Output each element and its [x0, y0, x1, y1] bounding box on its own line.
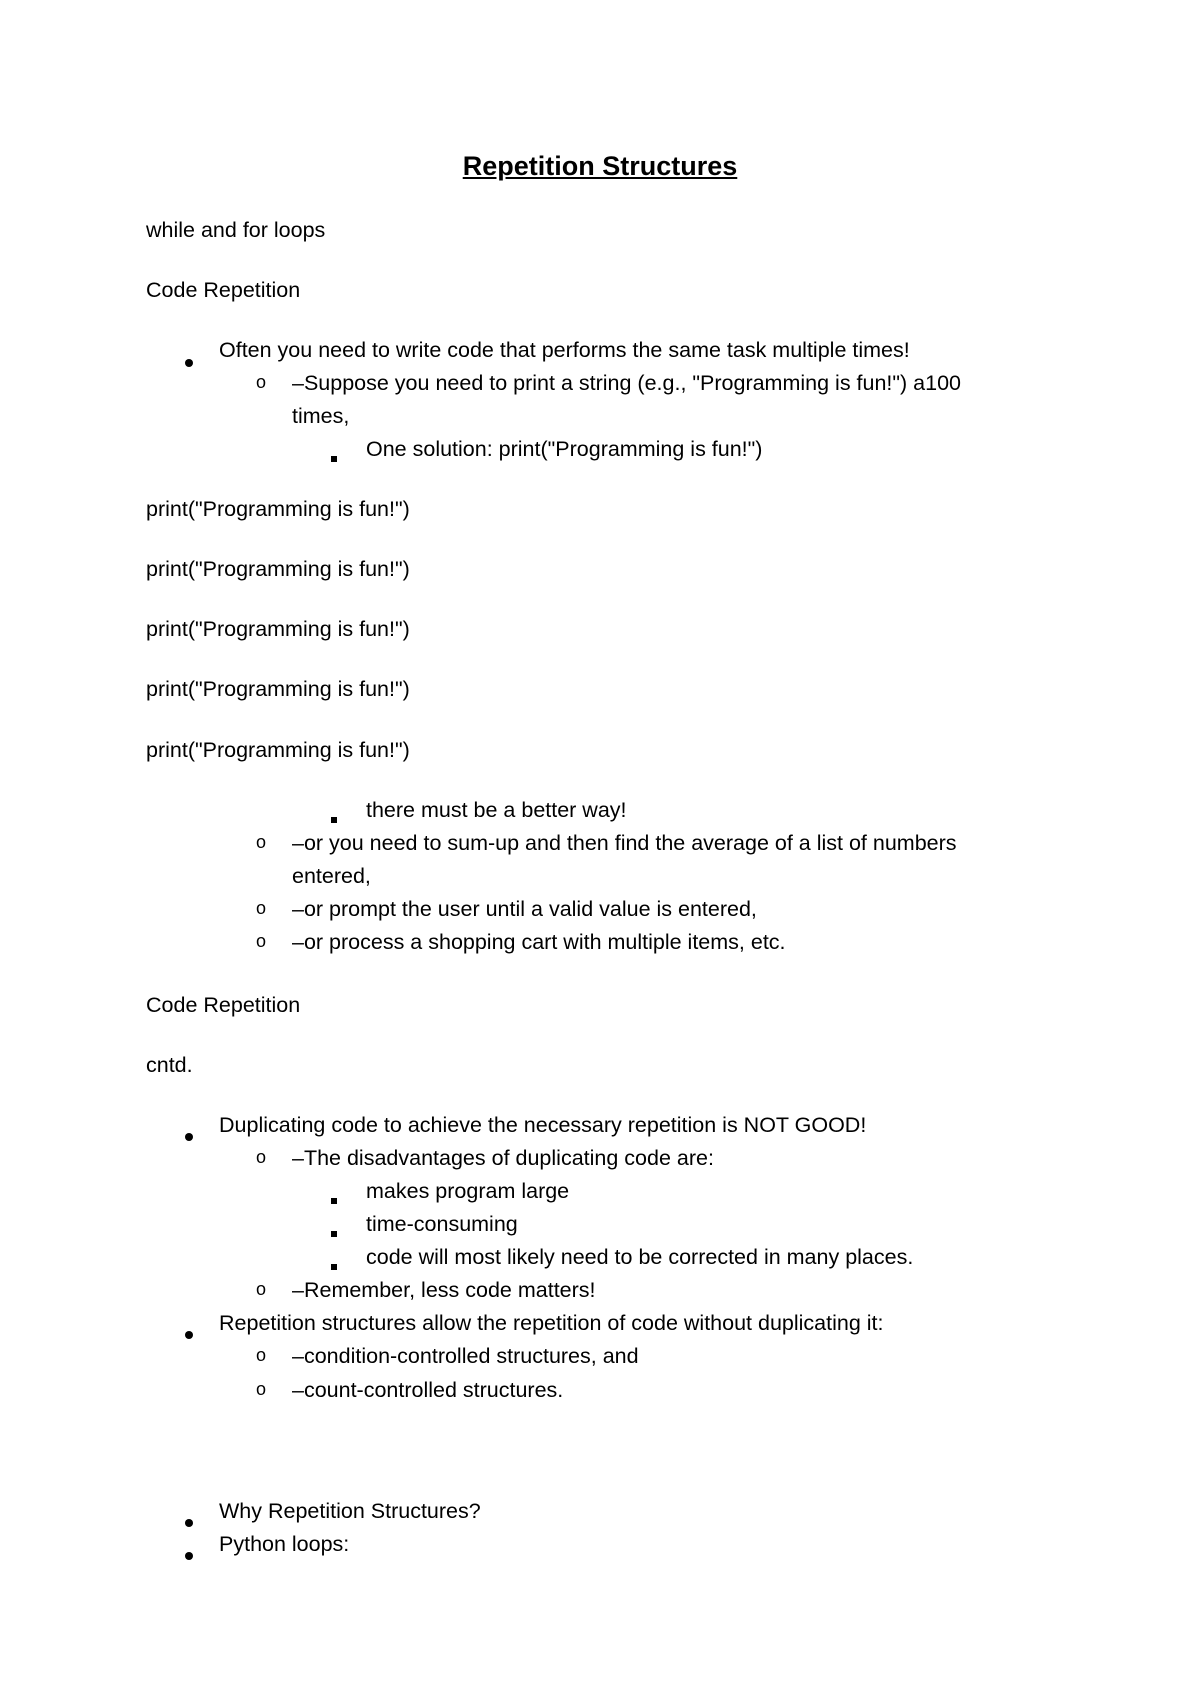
sub-sub-bullet-square-icon — [331, 1251, 337, 1277]
sub-bullet-circle-icon: o — [256, 1345, 267, 1365]
sub-sub-bullet-text: there must be a better way! — [366, 798, 627, 822]
code-line: print("Programming is fun!") — [146, 738, 410, 762]
sub-bullet-circle-icon: o — [256, 372, 267, 392]
sub-bullet-circle-icon: o — [256, 898, 267, 918]
sub-bullet-text: –or prompt the user until a valid value is entered, — [292, 897, 757, 921]
sub-sub-bullet-square-icon — [331, 443, 337, 469]
sub-sub-bullet-text: makes program large — [366, 1179, 570, 1203]
sub-sub-bullet-text: One solution: print("Programming is fun!") — [366, 437, 763, 461]
section-heading: Code Repetition — [146, 278, 301, 302]
code-line: print("Programming is fun!") — [146, 497, 410, 521]
bullet-text: Duplicating code to achieve the necessary repetition is NOT GOOD! — [219, 1113, 867, 1137]
sub-bullet-circle-icon: o — [256, 1147, 267, 1167]
sub-sub-bullet-text: code will most likely need to be corrected in many places. — [366, 1245, 914, 1269]
sub-sub-bullet-square-icon — [331, 804, 337, 830]
bullet-text: Python loops: — [219, 1532, 350, 1556]
section-subheading: cntd. — [146, 1053, 193, 1077]
sub-bullet-text-continued: entered, — [292, 864, 371, 888]
code-line: print("Programming is fun!") — [146, 617, 410, 641]
sub-bullet-text-continued: times, — [292, 404, 350, 428]
bullet-text: Often you need to write code that performs the same task multiple times! — [219, 338, 910, 362]
bullet-dot-icon — [185, 1541, 193, 1567]
sub-sub-bullet-square-icon — [331, 1218, 337, 1244]
code-line: print("Programming is fun!") — [146, 677, 410, 701]
sub-bullet-circle-icon: o — [256, 832, 267, 852]
sub-bullet-text: –Remember, less code matters! — [292, 1278, 596, 1302]
subtitle: while and for loops — [146, 218, 326, 242]
bullet-dot-icon — [185, 1122, 193, 1148]
sub-bullet-text: –condition-controlled structures, and — [292, 1344, 639, 1368]
section-heading: Code Repetition — [146, 993, 301, 1017]
sub-sub-bullet-square-icon — [331, 1185, 337, 1211]
sub-bullet-text: –Suppose you need to print a string (e.g., "Programming is fun!") a100 — [292, 371, 961, 395]
bullet-dot-icon — [185, 1508, 193, 1534]
sub-bullet-text: –count-controlled structures. — [292, 1378, 564, 1402]
sub-sub-bullet-text: time-consuming — [366, 1212, 518, 1236]
sub-bullet-text: –or you need to sum-up and then find the average of a list of numbers — [292, 831, 957, 855]
sub-bullet-text: –The disadvantages of duplicating code are: — [292, 1146, 714, 1170]
page-title: Repetition Structures — [462, 151, 738, 181]
bullet-dot-icon — [185, 348, 193, 374]
sub-bullet-circle-icon: o — [256, 1279, 267, 1299]
sub-bullet-circle-icon: o — [256, 931, 267, 951]
bullet-text: Why Repetition Structures? — [219, 1499, 481, 1523]
sub-bullet-circle-icon: o — [256, 1379, 267, 1399]
bullet-dot-icon — [185, 1320, 193, 1346]
code-line: print("Programming is fun!") — [146, 557, 410, 581]
sub-bullet-text: –or process a shopping cart with multiple items, etc. — [292, 930, 786, 954]
bullet-text: Repetition structures allow the repetition of code without duplicating it: — [219, 1311, 884, 1335]
